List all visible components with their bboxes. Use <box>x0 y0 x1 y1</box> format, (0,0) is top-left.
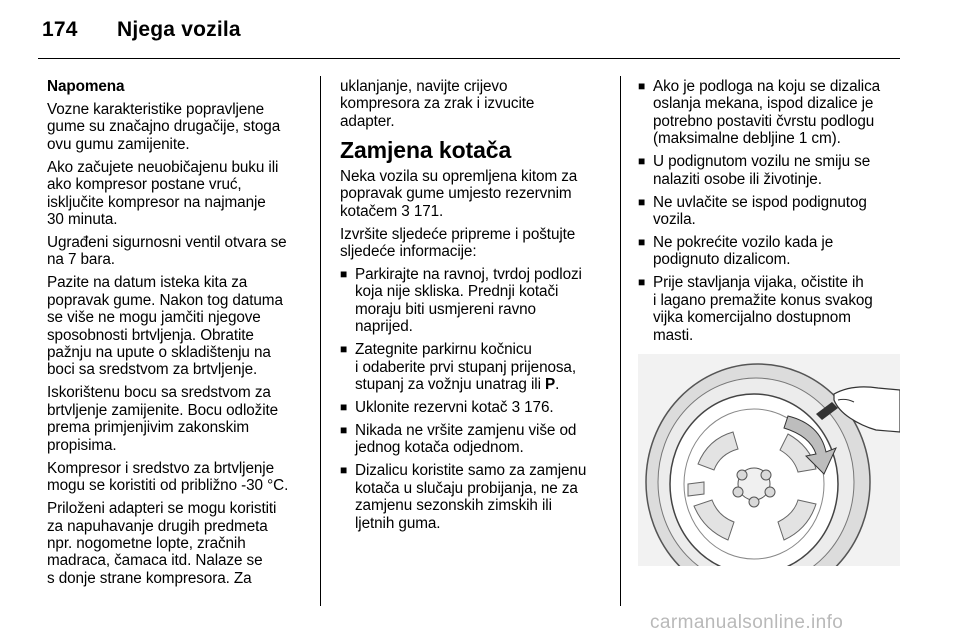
bullet-icon: ■ <box>638 275 646 290</box>
paragraph: Iskorištenu bocu sa sredstvom za brtvljenje zamijenite. Bocu odložite prema primjenjivim zakonskim propisima. <box>47 384 279 454</box>
header-rule <box>38 58 900 59</box>
intro-paragraph: Neka vozila su opremljena kitom za popravak gume umjesto rezervnim kotačem 3 171. <box>340 167 578 220</box>
paragraph-continuation: uklanjanje, navijte crijevo kompresora za zrak i izvucite adapter. <box>340 78 535 130</box>
column-1 <box>47 78 312 593</box>
page-number: 174 <box>42 18 78 41</box>
list-item: ■ U podignutom vozilu ne smiju se nalaziti osobe ili životinje. <box>638 153 871 188</box>
bullet-icon: ■ <box>340 267 348 282</box>
list-item: ■ Nikada ne vršite zamjenu više od jednog kotača odjednom. <box>340 422 577 457</box>
list-item: ■ Prije stavljanja vijaka, očistite ih i lagano premažite konus svakog vijka komercijalno dostupnom masti. <box>638 274 873 344</box>
wheel-cover-removal-illustration <box>638 354 900 566</box>
bullet-icon: ■ <box>340 400 348 415</box>
paragraph: Priloženi adapteri se mogu koristiti za napuhavanje drugih predmeta npr. nogometne lopte, zračnih madraca, čamaca itd. Nalaze se s donje strane kompresora. Za <box>47 500 277 587</box>
bullet-icon: ■ <box>638 79 646 93</box>
page-title: Njega vozila <box>117 18 241 41</box>
bullet-icon: ■ <box>340 423 348 438</box>
paragraph: Vozne karakteristike popravljene gume su značajno drugačije, stoga ovu gumu zamijenite. <box>47 101 281 153</box>
bullet-icon: ■ <box>638 194 646 209</box>
reverse-gear-label: P <box>545 376 556 394</box>
list-item: ■ Uklonite rezervni kotač 3 176. <box>340 399 554 417</box>
paragraph: Ugrađeni sigurnosni ventil otvara se na 7 bara. <box>47 234 287 269</box>
paragraph: Ako začujete neuobičajenu buku ili ako kompresor postane vruć, isključite kompresor na najmanje 30 minuta. <box>47 158 279 229</box>
bullet-list <box>340 266 610 532</box>
list-item: ■ Dizalicu koristite samo za zamjenu kotača u slučaju probijanja, ne za zamjenu sezonskih zimskih ili ljetnih guma. <box>340 462 587 532</box>
list-item: ■ Ne uvlačite se ispod podignutog vozila. <box>638 193 867 229</box>
bullet-icon: ■ <box>638 235 646 250</box>
paragraph: Pazite na datum isteka kita za popravak gume. Nakon tog datuma se više ne mogu jamčiti njegove sposobnosti brtvljenja. Obratite pažnju na upute o skladištenju na boci sa sredstvom za brtvljenje. <box>47 274 283 379</box>
list-item: ■ Zategnite parkirnu kočnicu i odaberite prvi stupanj prijenosa, stupanj za vožnju unatrag ili P. <box>340 341 576 394</box>
bullet-icon: ■ <box>638 154 646 169</box>
column-divider-1 <box>320 76 321 606</box>
bullet-icon: ■ <box>340 342 348 357</box>
note-heading: Napomena <box>47 78 125 95</box>
bullet-icon: ■ <box>340 463 348 478</box>
column-divider-2 <box>620 76 621 606</box>
list-item: ■ Parkirajte na ravnoj, tvrdoj podlozi koja nije skliska. Prednji kotači moraju biti usmjereni ravno naprijed. <box>340 266 582 336</box>
column-3 <box>638 78 903 350</box>
section-heading: Zamjena kotača <box>340 136 512 163</box>
prep-paragraph: Izvršite sljedeće pripreme i poštujte sljedeće informacije: <box>340 225 576 261</box>
list-item: ■ Ne pokrećite vozilo kada je podignuto dizalicom. <box>638 234 834 269</box>
column-2 <box>340 78 610 538</box>
watermark: carmanualsonline.info <box>650 612 844 633</box>
list-item: ■ Ako je podloga na koju se dizalica oslanja mekana, ispod dizalice je potrebno postaviti čvrstu podlogu (maksimalne debljine 1 cm). <box>638 78 881 148</box>
bullet-list <box>638 78 903 344</box>
paragraph: Kompresor i sredstvo za brtvljenje mogu se koristiti od približno -30 °C. <box>47 459 289 495</box>
